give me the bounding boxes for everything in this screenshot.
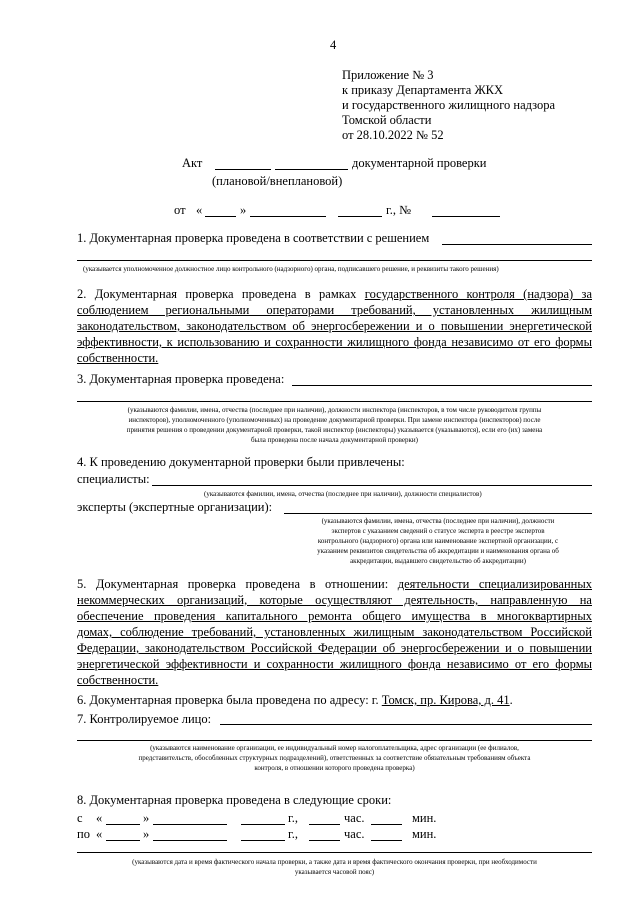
act-type-field-2[interactable] [275,169,348,170]
period-to-year-label: г., [288,827,298,841]
act-subtitle: (плановой/внеплановой) [212,174,343,188]
act-label: Акт [182,156,203,170]
section-3-note-line: инспекторов), уполномоченного (уполномоченных) на проведение документарной проверки. При замене инспектора (инспекторов) после [128,416,541,424]
experts-note-line: (указываются фамилии, имена, отчества (последнее при наличии), должности [321,517,555,525]
section-5 [77,576,592,688]
section-3-note [77,405,592,445]
experts-note-line: аккредитации, выдавшего свидетельство об аккредитации) [350,557,526,565]
experts-label: эксперты (экспертные организации): [77,500,273,514]
section-3-field[interactable] [292,385,592,386]
date-day-field[interactable] [205,216,236,217]
period-from-minute-field[interactable] [371,824,402,825]
section-8-text: 8. Документарная проверка проведена в следующие сроки: [77,793,392,807]
period-to-hour-label: час. [344,827,365,841]
section-1-note: (указывается уполномоченное должностное лицо контрольного (надзорного) органа, подписавшего решение, и реквизиты такого решения) [83,265,499,273]
experts-note [284,516,592,566]
section-5-line: собственности. [77,673,159,687]
section-5-subject: деятельности специализированных [397,577,593,591]
section-7-note-line: (указываются наименование организации, ее индивидуальный номер налогоплательщика, адрес организации (ее филиалов, [150,744,519,752]
section-3-note-line: (указываются фамилии, имена, отчества (последнее при наличии), должности инспектора (инспекторов, в том числе руководителя группы [127,406,542,414]
period-to-quote-open: « [96,827,103,841]
specialists-field[interactable] [152,485,592,486]
section-2-line: соблюдением региональными операторами требований, установленных жилищным [77,303,592,317]
section-7-note-line: представительств, обособленных структурных подразделений), ответственных за соответствие обязательным требованиям объекта [138,754,531,762]
section-2-text: 2. Документарная проверка проведена в рамках [77,287,357,301]
section-5-line: Федерации, законодательством Российской Федерации об энергосбережении и о повышении [77,641,592,655]
period-to-hour-field[interactable] [309,840,340,841]
period-from-month-field[interactable] [153,824,227,825]
experts-note-line: экспертов с указанием сведений о статусе эксперта в реестре экспертов [331,527,545,535]
controlled-entity-field-line2[interactable] [77,740,592,741]
appendix-line: и государственного жилищного надзора [342,98,556,112]
section-3-text: 3. Документарная проверка проведена: [77,372,285,386]
section-2-subject: государственного контроля (надзора) за [364,287,592,301]
section-7-note [77,743,592,773]
date-prefix: от [174,203,186,217]
act-number-field[interactable] [432,216,500,217]
section-5-line: энергетической эффективности и сохранности жилищного фонда независимо от его формы [77,657,592,671]
period-from-hour-label: час. [344,811,365,825]
period-to-quote-close: » [143,827,150,841]
period-to-month-field[interactable] [153,840,227,841]
section-5-line: домах, соблюдение требований, установленных жилищным законодательством Российской [77,625,592,639]
section-1-text: 1. Документарная проверка проведена в соответствии с решением [77,231,430,245]
section-2-line: собственности. [77,351,159,365]
section-1-field[interactable] [442,244,592,245]
section-6-line [77,693,513,708]
controlled-entity-field[interactable] [220,724,592,725]
period-from-year-field[interactable] [241,824,285,825]
section-8-note-line: указывается часовой пояс) [294,868,375,876]
section-5-text: 5. Документарная проверка проведена в отношении: [77,577,389,591]
section-1-field-line2[interactable] [77,260,592,261]
date-number-label: г., № [386,203,412,217]
period-to-minute-field[interactable] [371,840,402,841]
period-from-minute-label: мин. [412,811,437,825]
appendix-line: к приказу Департамента ЖКХ [342,83,504,97]
section-7-note-line: контроля, в отношении которого проведена проверка) [254,764,415,772]
section-8-note [77,857,592,877]
period-to-label: по [77,827,90,841]
date-quote-open: « [196,203,203,217]
date-year-field[interactable] [338,216,382,217]
section-3-note-line: принятия решения о проведении документарной проверки, такой инспектор (инспекторы) указывается (указываются), если его (их) замена [126,426,543,434]
specialists-label: специалисты: [77,472,150,486]
period-to-day-field[interactable] [106,840,140,841]
section-3-note-line: была проведена после начала документарной проверки) [250,436,419,444]
section-4-text: 4. К проведению документарной проверки были привлечены: [77,455,405,469]
section-5-line [77,576,592,592]
specialists-note: (указываются фамилии, имена, отчества (последнее при наличии), должности специалистов) [204,490,482,498]
appendix-block [342,68,555,143]
period-from-hour-field[interactable] [309,824,340,825]
section-5-line: обеспечение проведения капитального ремонта общего имущества в многоквартирных [77,609,592,623]
section-2-line [77,286,592,302]
appendix-line: Томской области [342,113,432,127]
experts-field[interactable] [284,513,592,514]
section-7-text: 7. Контролируемое лицо: [77,712,212,726]
period-extra-field[interactable] [77,852,592,853]
section-5-line: некоммерческих организаций, которые осуществляют деятельность, направленную на [77,593,592,607]
appendix-line: Приложение № 3 [342,68,434,82]
period-to-year-field[interactable] [241,840,285,841]
date-quote-close: » [240,203,247,217]
period-from-day-field[interactable] [106,824,140,825]
act-type-field-1[interactable] [215,169,271,170]
period-from-quote-open: « [96,811,103,825]
address-end-dot: . [509,693,513,707]
section-6-text: 6. Документарная проверка была проведена по адресу: [77,693,369,707]
experts-note-line: контрольного (надзорного) органа или наименование экспертной организации, с [317,537,559,545]
section-2-line: эффективности, к использованию и сохранности жилищного фонда независимо от его формы [77,335,592,349]
period-from-label: с [77,811,83,825]
address-city-prefix: г. [371,693,379,707]
section-3-field-line2[interactable] [77,401,592,402]
experts-note-line: указанием реквизитов свидетельства об аккредитации и наименования органа об [317,547,559,555]
section-8-note-line: (указываются дата и время фактического начала проверки, а также дата и время фактического окончания проверки, при необходимости [132,858,537,866]
act-title-suffix: документарной проверки [352,156,487,170]
page-number: 4 [330,38,337,52]
section-2 [77,286,592,366]
section-2-line: законодательством, законодательством об энергосбережении и о повышении энергетической [77,319,592,333]
date-month-field[interactable] [250,216,326,217]
period-from-quote-close: » [143,811,150,825]
period-from-year-label: г., [288,811,298,825]
appendix-line: от 28.10.2022 № 52 [342,128,444,142]
inspection-address: Томск, пр. Кирова, д. 41 [381,693,510,707]
period-to-minute-label: мин. [412,827,437,841]
